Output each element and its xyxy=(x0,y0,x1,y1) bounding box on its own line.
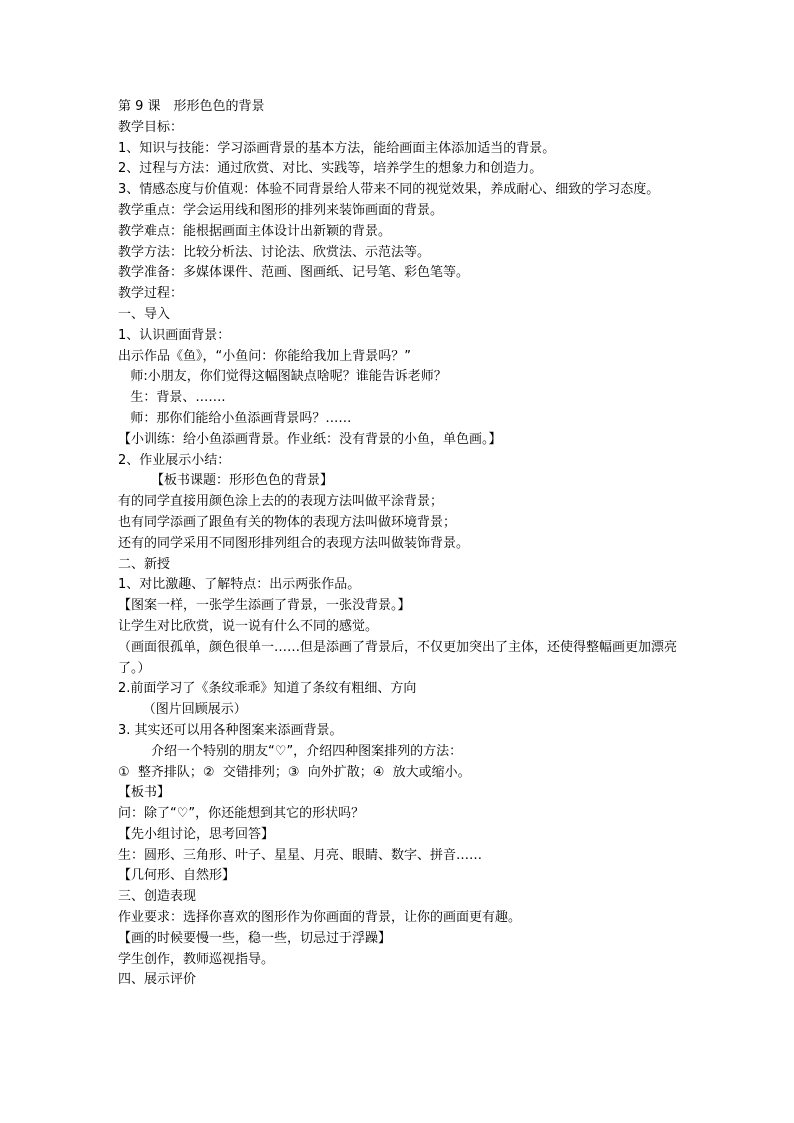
shape-categories: 【几何形、自然形】 xyxy=(118,868,236,884)
dialog-teacher-2: 师：那你们能给小鱼添画背景吗？…… xyxy=(118,410,352,426)
arrangement-methods: ① 整齐排队；② 交错排列；③ 向外扩散；④ 放大或缩小。 xyxy=(118,764,471,780)
teaching-preparation: 教学准备：多媒体课件、范画、图画纸、记号笔、彩色笔等。 xyxy=(118,265,470,281)
compare-explanation: （画面很孤单，颜色很单一……但是添画了背景后，不仅更加突出了主体，还使得整幅画更加漂亮了。） xyxy=(118,639,678,676)
question-other-shapes: 问：除了“♡”，你还能想到其它的形状吗？ xyxy=(118,806,365,822)
student-answers: 生：圆形、三角形、叶子、星星、月亮、眼睛、数字、拼音…… xyxy=(118,847,483,863)
step-recognize-background: 1、认识画面背景： xyxy=(118,327,231,343)
summary-environment-background: 也有同学添画了跟鱼有关的物体的表现方法叫做环境背景； xyxy=(118,514,457,530)
mini-exercise: 【小训练：给小鱼添画背景。作业纸：没有背景的小鱼，单色画。】 xyxy=(118,431,502,447)
show-artwork-fish: 出示作品《鱼》，“小鱼问：你能给我加上背景吗？” xyxy=(118,348,411,364)
section-heading-objectives: 教学目标： xyxy=(118,119,184,135)
teaching-difficulty: 教学难点：能根据画面主体设计出新颖的背景。 xyxy=(118,223,392,239)
part-heading-introduction: 一、导入 xyxy=(118,306,171,322)
step-stripes-review: 2.前面学习了《条纹乖乖》知道了条纹有粗细、方向 xyxy=(118,681,417,697)
part-heading-evaluation: 四、展示评价 xyxy=(118,972,197,988)
heart-introduction: 介绍一个特别的朋友“♡”，介绍四种图案排列的方法： xyxy=(118,743,463,759)
board-title: 【板书课题：形形色色的背景】 xyxy=(118,473,334,489)
group-discussion: 【先小组讨论，思考回答】 xyxy=(118,826,275,842)
part-heading-creation: 三、创造表现 xyxy=(118,889,197,905)
dialog-teacher-1: 师:小朋友，你们觉得这幅图缺点啥呢？谁能告诉老师？ xyxy=(118,369,447,385)
teaching-methods: 教学方法：比较分析法、讨论法、欣赏法、示范法等。 xyxy=(118,244,431,260)
step-compare: 1、对比激趣、了解特点：出示两张作品。 xyxy=(118,577,361,593)
compare-instruction: 让学生对比欣赏，说一说有什么不同的感觉。 xyxy=(118,618,379,634)
objective-process: 2、过程与方法：通过欣赏、对比、实践等，培养学生的想象力和创造力。 xyxy=(118,161,543,177)
lesson-title: 第 9 课 形形色色的背景 xyxy=(118,99,265,114)
student-creation: 学生创作，教师巡视指导。 xyxy=(118,951,275,967)
part-heading-new-lesson: 二、新授 xyxy=(118,556,171,572)
teaching-key-point: 教学重点：学会运用线和图形的排列来装饰画面的背景。 xyxy=(118,202,444,218)
compare-note: 【图案一样，一张学生添画了背景，一张没背景。】 xyxy=(118,598,411,614)
objective-knowledge: 1、知识与技能：学习添画背景的基本方法，能给画面主体添加适当的背景。 xyxy=(118,140,556,156)
assignment-requirement: 作业要求：选择你喜欢的图形作为你画面的背景，让你的画面更有趣。 xyxy=(118,910,522,926)
board-note: 【板书】 xyxy=(118,785,171,801)
step-patterns: 3. 其实还可以用各种图案来添画背景。 xyxy=(118,722,343,738)
step-work-summary: 2、作业展示小结： xyxy=(118,452,231,468)
drawing-tip: 【画的时候要慢一些，稳一些，切忌过于浮躁】 xyxy=(118,930,392,946)
summary-flat-background: 有的同学直接用颜色涂上去的的表现方法叫做平涂背景； xyxy=(118,494,444,510)
objective-attitude: 3、情感态度与价值观：体验不同背景给人带来不同的视觉效果，养成耐心、细致的学习态度。 xyxy=(118,182,660,198)
summary-decorative-background: 还有的同学采用不同图形排列组合的表现方法叫做装饰背景。 xyxy=(118,535,470,551)
section-heading-process: 教学过程： xyxy=(118,286,184,302)
dialog-student-1: 生：背景、……. xyxy=(118,390,226,406)
document-page xyxy=(118,97,683,991)
picture-review-note: （图片回顾展示） xyxy=(118,702,247,718)
